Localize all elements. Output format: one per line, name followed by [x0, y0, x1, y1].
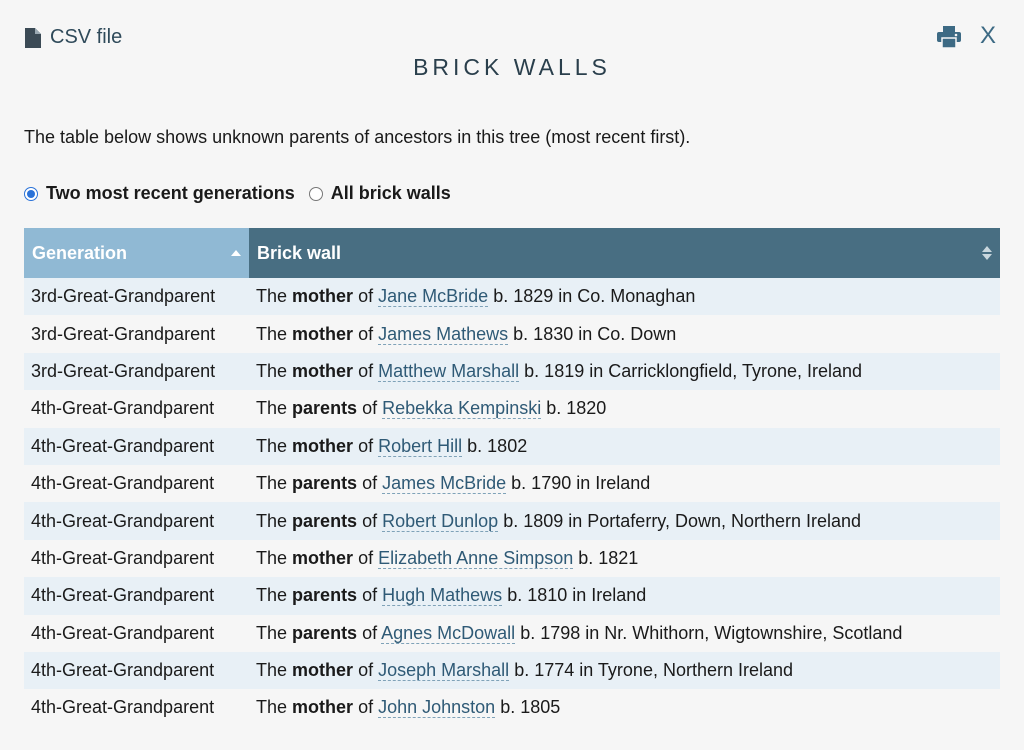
of-text: of	[358, 360, 374, 381]
generation-cell: 4th-Great-Grandparent	[24, 390, 249, 427]
relation-text: parents	[292, 585, 358, 606]
table-row	[24, 353, 1000, 390]
prefix-text: The	[256, 360, 288, 381]
brick-wall-cell	[249, 315, 1000, 352]
table-row	[24, 689, 1000, 726]
csv-file-label: CSV file	[50, 26, 123, 48]
person-link[interactable]: Robert Hill	[378, 435, 463, 456]
prefix-text: The	[256, 435, 288, 456]
radio-two-recent-label: Two most recent generations	[46, 183, 295, 203]
generation-cell: 3rd-Great-Grandparent	[24, 353, 249, 390]
close-button[interactable]: X	[980, 22, 997, 49]
table-row	[24, 540, 1000, 577]
birth-details: b. 1802	[467, 435, 528, 456]
brick-wall-cell	[249, 390, 1000, 427]
prefix-text: The	[256, 660, 288, 681]
generation-cell: 4th-Great-Grandparent	[24, 502, 249, 539]
generation-cell: 3rd-Great-Grandparent	[24, 315, 249, 352]
radio-all-brick-walls-label: All brick walls	[330, 183, 451, 203]
brick-wall-cell	[249, 502, 1000, 539]
brick-wall-cell	[249, 465, 1000, 502]
table-header-row	[24, 228, 1000, 278]
person-link[interactable]: Elizabeth Anne Simpson	[378, 547, 574, 568]
prefix-text: The	[256, 510, 288, 531]
birth-details: b. 1809 in Portaferry, Down, Northern Ireland	[503, 510, 862, 531]
of-text: of	[362, 585, 378, 606]
brick-wall-cell	[249, 689, 1000, 726]
column-header-generation-label: Generation	[32, 242, 128, 263]
birth-details: b. 1810 in Ireland	[507, 585, 647, 606]
generation-cell: 4th-Great-Grandparent	[24, 540, 249, 577]
relation-text: mother	[292, 435, 354, 456]
table-row	[24, 577, 1000, 614]
person-link[interactable]: James Mathews	[378, 323, 509, 344]
person-link[interactable]: John Johnston	[378, 697, 496, 718]
of-text: of	[358, 323, 374, 344]
prefix-text: The	[256, 585, 288, 606]
column-header-brick-wall-label: Brick wall	[257, 242, 342, 263]
of-text: of	[362, 510, 378, 531]
sort-asc-icon	[231, 250, 241, 256]
person-link[interactable]: Joseph Marshall	[378, 660, 510, 681]
generation-cell: 4th-Great-Grandparent	[24, 689, 249, 726]
brick-wall-cell	[249, 428, 1000, 465]
column-header-brick-wall[interactable]	[249, 228, 1000, 278]
generation-cell: 4th-Great-Grandparent	[24, 615, 249, 652]
prefix-text: The	[256, 697, 288, 718]
birth-details: b. 1805	[500, 697, 561, 718]
relation-text: mother	[292, 286, 354, 307]
prefix-text: The	[256, 547, 288, 568]
generation-filter	[24, 183, 451, 204]
page-title: BRICK WALLS	[413, 54, 611, 80]
table-row	[24, 502, 1000, 539]
prefix-text: The	[256, 473, 288, 494]
description-text: The table below shows unknown parents of ancestors in this tree (most recent first).	[24, 127, 691, 147]
radio-two-recent-indicator[interactable]	[24, 187, 38, 201]
table-row	[24, 278, 1000, 315]
column-header-generation[interactable]	[24, 228, 249, 278]
prefix-text: The	[256, 398, 288, 419]
birth-details: b. 1798 in Nr. Whithorn, Wigtownshire, Scotland	[520, 622, 903, 643]
sort-both-icon	[982, 246, 992, 260]
print-icon[interactable]	[937, 26, 961, 48]
prefix-text: The	[256, 286, 288, 307]
relation-text: parents	[292, 510, 358, 531]
csv-file-link[interactable]	[25, 26, 122, 49]
brick-wall-cell	[249, 353, 1000, 390]
of-text: of	[358, 547, 374, 568]
brick-wall-cell	[249, 615, 1000, 652]
of-text: of	[358, 660, 374, 681]
brick-wall-cell	[249, 652, 1000, 689]
of-text: of	[362, 473, 378, 494]
brick-wall-cell	[249, 278, 1000, 315]
birth-details: b. 1819 in Carricklongfield, Tyrone, Ireland	[524, 360, 863, 381]
person-link[interactable]: James McBride	[382, 473, 507, 494]
prefix-text: The	[256, 323, 288, 344]
file-icon	[25, 28, 41, 48]
table-row	[24, 652, 1000, 689]
prefix-text: The	[256, 622, 288, 643]
generation-cell: 4th-Great-Grandparent	[24, 652, 249, 689]
relation-text: mother	[292, 697, 354, 718]
of-text: of	[358, 286, 374, 307]
person-link[interactable]: Agnes McDowall	[381, 622, 516, 643]
of-text: of	[358, 435, 374, 456]
table-row	[24, 428, 1000, 465]
relation-text: parents	[292, 398, 358, 419]
person-link[interactable]: Robert Dunlop	[382, 510, 499, 531]
generation-cell: 4th-Great-Grandparent	[24, 465, 249, 502]
relation-text: parents	[292, 473, 358, 494]
of-text: of	[358, 697, 374, 718]
generation-cell: 4th-Great-Grandparent	[24, 577, 249, 614]
of-text: of	[362, 398, 378, 419]
brick-walls-table	[24, 228, 1000, 727]
table-row	[24, 615, 1000, 652]
brick-wall-cell	[249, 540, 1000, 577]
person-link[interactable]: Jane McBride	[378, 286, 489, 307]
birth-details: b. 1829 in Co. Monaghan	[493, 286, 696, 307]
table-body	[24, 278, 1000, 727]
radio-all-brick-walls[interactable]	[309, 183, 451, 204]
radio-all-brick-walls-indicator[interactable]	[309, 187, 323, 201]
relation-text: mother	[292, 660, 354, 681]
birth-details: b. 1821	[578, 547, 639, 568]
generation-cell: 3rd-Great-Grandparent	[24, 278, 249, 315]
relation-text: mother	[292, 360, 354, 381]
birth-details: b. 1774 in Tyrone, Northern Ireland	[514, 660, 794, 681]
brick-wall-cell	[249, 577, 1000, 614]
relation-text: parents	[292, 622, 358, 643]
relation-text: mother	[292, 547, 354, 568]
birth-details: b. 1820	[546, 398, 607, 419]
person-link[interactable]: Hugh Mathews	[382, 585, 503, 606]
generation-cell: 4th-Great-Grandparent	[24, 428, 249, 465]
person-link[interactable]: Rebekka Kempinski	[382, 398, 542, 419]
table-row	[24, 315, 1000, 352]
person-link[interactable]: Matthew Marshall	[378, 360, 520, 381]
relation-text: mother	[292, 323, 354, 344]
birth-details: b. 1790 in Ireland	[511, 473, 651, 494]
table-row	[24, 390, 1000, 427]
of-text: of	[362, 622, 378, 643]
radio-two-recent[interactable]	[24, 183, 295, 204]
birth-details: b. 1830 in Co. Down	[513, 323, 677, 344]
table-row	[24, 465, 1000, 502]
